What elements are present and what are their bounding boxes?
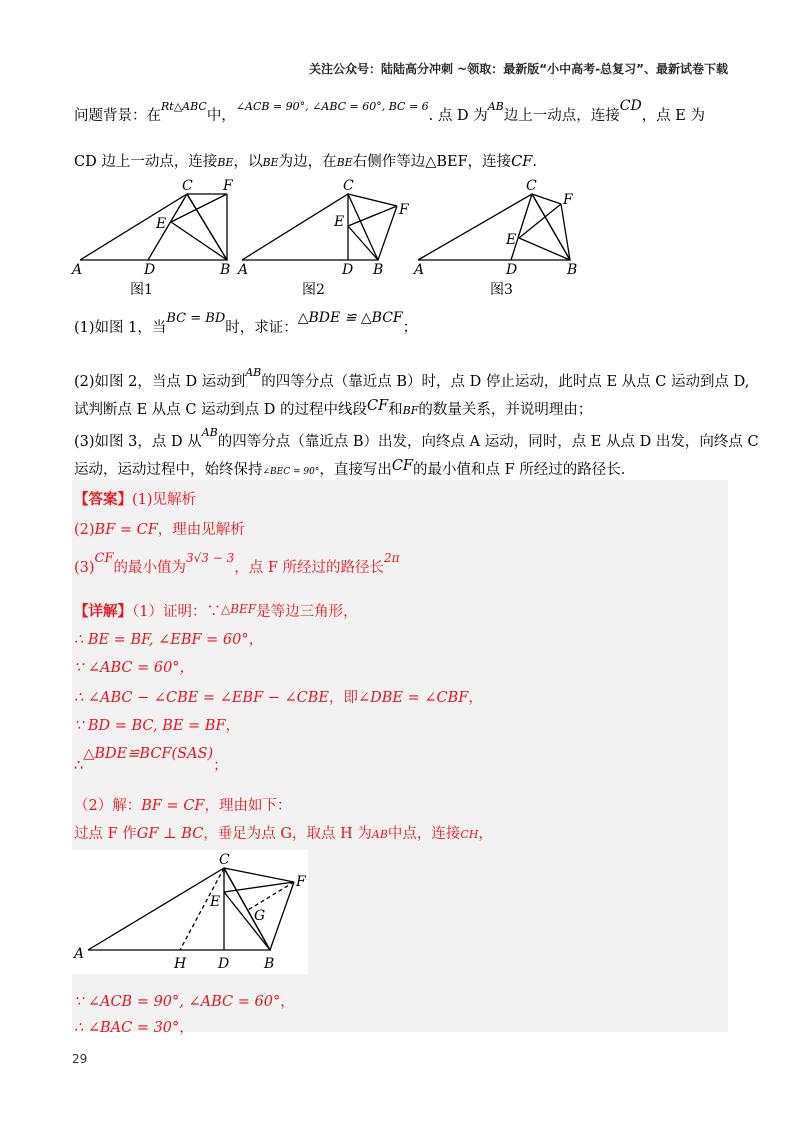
page-header: 关注公众号：陆陆高分冲刺 ~领取：最新版“小中高考-总复习”、最新试卷下载	[309, 62, 728, 76]
svg-text:E: E	[156, 216, 167, 232]
svg-text:H: H	[174, 956, 187, 972]
svg-text:D: D	[506, 262, 518, 278]
question-3-line-1: (3)如图 3，点 D 从$^{AB}$的四等分点（靠近点 B）出发，向终点 A 运动，同时，点 E 从点 D 出发，向终点 C	[74, 426, 759, 450]
svg-text:A: A	[72, 262, 83, 278]
svg-text:C: C	[343, 178, 354, 194]
detail-line-9: ∵ ∠ACB = 90°, ∠ABC = 60°，	[74, 994, 295, 1010]
detail-line-8: 过点 F 作GF ⊥ BC，垂足为点 G，取点 H 为AB中点，连接CH，	[74, 826, 493, 842]
detail-line-5: ∵ BD = BC, BE = BF，	[74, 718, 241, 734]
svg-text:F: F	[399, 202, 409, 218]
triangle-label: Rt△ABC	[161, 100, 207, 113]
svg-text:C: C	[182, 178, 193, 194]
svg-text:F: F	[223, 178, 233, 194]
detail-line-4: ∴ ∠ABC − ∠CBE = ∠EBF − ∠CBE，即∠DBE = ∠CBF，	[74, 690, 483, 706]
svg-text:E: E	[210, 894, 221, 910]
svg-text:C: C	[526, 178, 537, 194]
page-number: 29	[72, 1052, 88, 1066]
answer-line-2: (2)BF = CF，理由见解析	[74, 522, 245, 538]
svg-text:图3: 图3	[490, 282, 513, 298]
svg-text:图2: 图2	[302, 282, 325, 298]
answer-line-3: (3)CF的最小值为$^{3√3 - 3}$，点 F 所经过的路径长$^{2\pi}$	[74, 551, 400, 576]
svg-text:F: F	[563, 192, 573, 208]
detail-line-7: （2）解：BF = CF，理由如下：	[74, 798, 292, 814]
problem-line-1: 问题背景：在$^{Rt\triangle ABC}$中，$^{\angle ACB = 90^\circ, \angle ABC = 60^\circ, BC = 6}$. 点 D 为$^{AB}$边上一动点，连接CD，点 E 为	[74, 98, 705, 124]
detail-line-1: 【详解】（1）证明：∵$^{\triangle BEF}$是等边三角形，	[74, 602, 358, 620]
svg-text:B: B	[264, 956, 275, 972]
svg-text:B: B	[567, 262, 578, 278]
detail-line-3: ∵ ∠ABC = 60°，	[74, 660, 195, 676]
detail-line-10: ∴ ∠BAC = 30°，	[74, 1020, 194, 1036]
problem-line-2: CD 边上一动点，连接BE，以BE为边，在BE右侧作等边△BEF，连接CF.	[74, 154, 537, 170]
svg-text:D: D	[342, 262, 354, 278]
question-1: (1)如图 1，当BC = BD时，求证：△BDE ≌ △BCF；	[74, 310, 418, 336]
svg-text:A: A	[414, 262, 425, 278]
svg-text:图1: 图1	[130, 282, 153, 298]
problem-figures	[70, 176, 610, 302]
question-2-line-2: 试判断点 E 从点 C 运动到点 D 的过程中线段CF和BF的数量关系，并说明理由；	[74, 398, 593, 418]
svg-text:D: D	[218, 956, 230, 972]
detail-line-6: ∴△BDE≌BCF(SAS)；	[74, 746, 228, 774]
svg-text:B: B	[373, 262, 384, 278]
svg-text:D: D	[144, 262, 156, 278]
question-2-line-1: (2)如图 2，当点 D 运动到$^{AB}$的四等分点（靠近点 B）时，点 D 停止运动，此时点 E 从点 C 运动到点 D,	[74, 366, 750, 390]
svg-text:A: A	[74, 946, 85, 962]
detail-line-2: ∴ BE = BF, ∠EBF = 60°，	[74, 632, 264, 648]
svg-text:E: E	[334, 214, 345, 230]
svg-text:G: G	[254, 908, 266, 924]
svg-text:F: F	[296, 874, 306, 890]
condition-formula: ∠ACB = 90°, ∠ABC = 60°, BC = 6	[235, 100, 429, 113]
question-3-line-2: 运动，运动过程中，始终保持∠BEC = 90°，直接写出CF的最小值和点 F 所经过的路径长.	[74, 458, 626, 478]
svg-text:B: B	[220, 262, 231, 278]
svg-text:C: C	[219, 852, 230, 868]
answer-line-1: 【答案】(1)见解析	[74, 491, 197, 508]
solution-figure	[72, 850, 308, 974]
svg-text:A: A	[238, 262, 249, 278]
svg-text:E: E	[506, 232, 517, 248]
